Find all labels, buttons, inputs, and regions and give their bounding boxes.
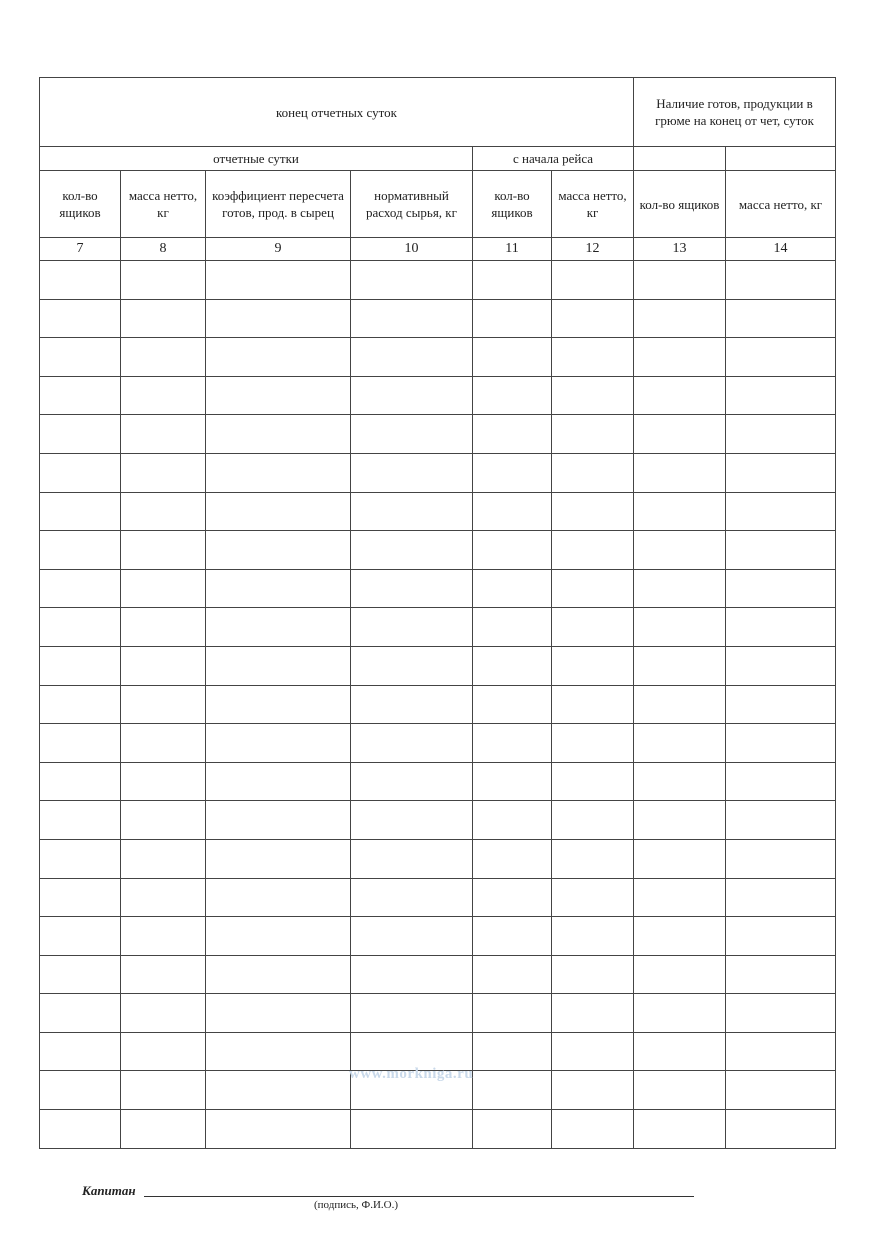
table-row	[40, 762, 836, 801]
table-cell[interactable]	[634, 531, 726, 570]
table-cell[interactable]	[206, 955, 351, 994]
table-cell[interactable]	[552, 1071, 634, 1110]
table-cell[interactable]	[634, 415, 726, 454]
table-cell[interactable]	[206, 839, 351, 878]
table-cell[interactable]	[206, 1032, 351, 1071]
table-cell[interactable]	[726, 376, 836, 415]
table-cell[interactable]	[726, 569, 836, 608]
table-cell[interactable]	[206, 338, 351, 377]
table-cell[interactable]	[206, 724, 351, 763]
table-row	[40, 685, 836, 724]
table-cell[interactable]	[121, 415, 206, 454]
header-stock-in-hold: Наличие готов, продукции в грюме на конец от чет, суток	[634, 78, 836, 147]
table-cell[interactable]	[121, 762, 206, 801]
column-header: кол-во ящиков	[473, 171, 552, 238]
empty-header-cell	[726, 147, 836, 171]
table-cell[interactable]	[634, 608, 726, 647]
table-row	[40, 646, 836, 685]
table-cell[interactable]	[726, 994, 836, 1033]
table-cell[interactable]	[40, 261, 121, 300]
table-row	[40, 338, 836, 377]
table-cell[interactable]	[121, 994, 206, 1033]
table-cell[interactable]	[552, 685, 634, 724]
table-cell[interactable]	[40, 1110, 121, 1149]
column-number: 11	[473, 238, 552, 261]
table-cell[interactable]	[121, 1032, 206, 1071]
table-cell[interactable]	[552, 261, 634, 300]
table-row	[40, 531, 836, 570]
table-cell[interactable]	[121, 724, 206, 763]
report-form	[39, 77, 835, 1149]
table-cell[interactable]	[552, 1032, 634, 1071]
table-cell[interactable]	[473, 724, 552, 763]
table-cell[interactable]	[206, 685, 351, 724]
table-cell[interactable]	[634, 261, 726, 300]
table-cell[interactable]	[121, 955, 206, 994]
table-cell[interactable]	[473, 1071, 552, 1110]
table-cell[interactable]	[726, 801, 836, 840]
table-cell[interactable]	[40, 917, 121, 956]
table-cell[interactable]	[634, 338, 726, 377]
table-cell[interactable]	[40, 994, 121, 1033]
table-cell[interactable]	[121, 261, 206, 300]
table-cell[interactable]	[473, 917, 552, 956]
table-cell[interactable]	[121, 492, 206, 531]
table-cell[interactable]	[726, 608, 836, 647]
table-cell[interactable]	[473, 801, 552, 840]
table-cell[interactable]	[206, 1110, 351, 1149]
table-cell[interactable]	[121, 685, 206, 724]
table-cell[interactable]	[40, 376, 121, 415]
table-cell[interactable]	[473, 569, 552, 608]
table-cell[interactable]	[121, 531, 206, 570]
table-cell[interactable]	[473, 261, 552, 300]
table-cell[interactable]	[206, 299, 351, 338]
column-number: 8	[121, 238, 206, 261]
table-cell[interactable]	[726, 338, 836, 377]
table-row	[40, 299, 836, 338]
table-cell[interactable]	[40, 1071, 121, 1110]
table-row	[40, 955, 836, 994]
table-cell[interactable]	[726, 762, 836, 801]
table-cell[interactable]	[121, 1071, 206, 1110]
table-row	[40, 376, 836, 415]
table-cell[interactable]	[351, 955, 473, 994]
table-cell[interactable]	[634, 1110, 726, 1149]
table-row	[40, 261, 836, 300]
table-cell[interactable]	[351, 531, 473, 570]
table-cell[interactable]	[121, 878, 206, 917]
table-cell[interactable]	[726, 261, 836, 300]
table-cell[interactable]	[726, 878, 836, 917]
table-cell[interactable]	[726, 453, 836, 492]
table-cell[interactable]	[40, 646, 121, 685]
table-cell[interactable]	[121, 569, 206, 608]
table-cell[interactable]	[351, 878, 473, 917]
signature-caption: (подпись, Ф.И.О.)	[314, 1199, 398, 1211]
table-cell[interactable]	[634, 1032, 726, 1071]
table-cell[interactable]	[726, 1071, 836, 1110]
table-cell[interactable]	[206, 453, 351, 492]
table-cell[interactable]	[552, 724, 634, 763]
column-number: 12	[552, 238, 634, 261]
column-number: 10	[351, 238, 473, 261]
table-cell[interactable]	[726, 1110, 836, 1149]
table-row	[40, 453, 836, 492]
report-table	[39, 77, 836, 1149]
table-cell[interactable]	[206, 608, 351, 647]
column-header: коэффициент пересчета готов, прод. в сырец	[206, 171, 351, 238]
table-cell[interactable]	[40, 685, 121, 724]
table-cell[interactable]	[473, 646, 552, 685]
table-cell[interactable]	[552, 955, 634, 994]
column-number: 14	[726, 238, 836, 261]
table-cell[interactable]	[351, 299, 473, 338]
table-cell[interactable]	[351, 261, 473, 300]
table-cell[interactable]	[726, 492, 836, 531]
table-cell[interactable]	[552, 762, 634, 801]
table-cell[interactable]	[40, 415, 121, 454]
table-row	[40, 917, 836, 956]
table-row	[40, 569, 836, 608]
table-cell[interactable]	[351, 762, 473, 801]
table-cell[interactable]	[351, 415, 473, 454]
table-cell[interactable]	[473, 376, 552, 415]
table-cell[interactable]	[351, 646, 473, 685]
table-cell[interactable]	[552, 608, 634, 647]
table-row	[40, 492, 836, 531]
table-cell[interactable]	[552, 1110, 634, 1149]
signature-block	[82, 1183, 642, 1223]
table-cell[interactable]	[351, 994, 473, 1033]
table-cell[interactable]	[121, 801, 206, 840]
table-cell[interactable]	[473, 299, 552, 338]
table-cell[interactable]	[726, 1032, 836, 1071]
column-header: масса нетто, кг	[121, 171, 206, 238]
table-cell[interactable]	[634, 724, 726, 763]
table-cell[interactable]	[121, 338, 206, 377]
table-body	[40, 261, 836, 1149]
table-cell[interactable]	[634, 1071, 726, 1110]
table-cell[interactable]	[40, 338, 121, 377]
table-cell[interactable]	[552, 801, 634, 840]
table-row	[40, 878, 836, 917]
table-cell[interactable]	[473, 839, 552, 878]
table-cell[interactable]	[634, 492, 726, 531]
table-cell[interactable]	[634, 994, 726, 1033]
table-cell[interactable]	[206, 994, 351, 1033]
table-cell[interactable]	[552, 376, 634, 415]
table-cell[interactable]	[351, 492, 473, 531]
empty-header-cell	[634, 147, 726, 171]
table-cell[interactable]	[40, 801, 121, 840]
table-cell[interactable]	[634, 917, 726, 956]
table-cell[interactable]	[473, 415, 552, 454]
table-row	[40, 994, 836, 1033]
table-cell[interactable]	[40, 531, 121, 570]
table-row	[40, 724, 836, 763]
table-cell[interactable]	[40, 955, 121, 994]
column-number: 9	[206, 238, 351, 261]
table-cell[interactable]	[351, 724, 473, 763]
table-cell[interactable]	[634, 299, 726, 338]
table-cell[interactable]	[351, 1110, 473, 1149]
table-cell[interactable]	[473, 608, 552, 647]
table-cell[interactable]	[552, 646, 634, 685]
table-cell[interactable]	[634, 762, 726, 801]
watermark: www.morkniga.ru	[349, 1066, 474, 1082]
table-cell[interactable]	[726, 646, 836, 685]
table-cell[interactable]	[473, 878, 552, 917]
table-cell[interactable]	[552, 453, 634, 492]
table-cell[interactable]	[473, 453, 552, 492]
table-cell[interactable]	[351, 839, 473, 878]
column-header: кол-во ящиков	[634, 171, 726, 238]
table-cell[interactable]	[634, 839, 726, 878]
table-cell[interactable]	[40, 724, 121, 763]
column-number: 13	[634, 238, 726, 261]
table-cell[interactable]	[40, 762, 121, 801]
captain-label: Капитан	[82, 1183, 136, 1198]
column-header: масса нетто, кг	[726, 171, 836, 238]
table-cell[interactable]	[473, 994, 552, 1033]
table-cell[interactable]	[473, 685, 552, 724]
table-cell[interactable]	[726, 724, 836, 763]
table-cell[interactable]	[206, 878, 351, 917]
table-cell[interactable]	[552, 492, 634, 531]
signature-line[interactable]	[144, 1196, 694, 1197]
table-row	[40, 839, 836, 878]
table-cell[interactable]	[634, 685, 726, 724]
table-cell[interactable]	[40, 492, 121, 531]
column-header: нормативный расход сырья, кг	[351, 171, 473, 238]
table-cell[interactable]	[473, 955, 552, 994]
group-header-daily: отчетные сутки	[40, 147, 473, 171]
table-cell[interactable]	[351, 453, 473, 492]
table-cell[interactable]	[726, 415, 836, 454]
table-cell[interactable]	[634, 878, 726, 917]
table-cell[interactable]	[726, 685, 836, 724]
table-cell[interactable]	[473, 1110, 552, 1149]
table-cell[interactable]	[206, 917, 351, 956]
table-cell[interactable]	[552, 878, 634, 917]
table-cell[interactable]	[473, 1032, 552, 1071]
table-cell[interactable]	[552, 299, 634, 338]
table-cell[interactable]	[206, 492, 351, 531]
header-end-of-day: конец отчетных суток	[40, 78, 634, 147]
table-cell[interactable]	[351, 685, 473, 724]
table-cell[interactable]	[40, 608, 121, 647]
table-cell[interactable]	[121, 917, 206, 956]
table-cell[interactable]	[351, 608, 473, 647]
table-cell[interactable]	[726, 917, 836, 956]
table-cell[interactable]	[351, 338, 473, 377]
table-cell[interactable]	[40, 878, 121, 917]
table-cell[interactable]	[552, 917, 634, 956]
table-row	[40, 801, 836, 840]
table-cell[interactable]	[206, 531, 351, 570]
column-number: 7	[40, 238, 121, 261]
table-cell[interactable]	[552, 415, 634, 454]
table-cell[interactable]	[351, 376, 473, 415]
table-cell[interactable]	[726, 531, 836, 570]
table-row	[40, 415, 836, 454]
table-cell[interactable]	[552, 338, 634, 377]
table-cell[interactable]	[726, 839, 836, 878]
table-cell[interactable]	[351, 801, 473, 840]
table-cell[interactable]	[351, 917, 473, 956]
table-cell[interactable]	[206, 646, 351, 685]
table-cell[interactable]	[634, 955, 726, 994]
table-cell[interactable]	[121, 453, 206, 492]
table-cell[interactable]	[473, 338, 552, 377]
table-cell[interactable]	[726, 955, 836, 994]
table-cell[interactable]	[121, 646, 206, 685]
table-cell[interactable]	[206, 762, 351, 801]
table-cell[interactable]	[121, 1110, 206, 1149]
table-cell[interactable]	[40, 839, 121, 878]
table-cell[interactable]	[40, 569, 121, 608]
table-cell[interactable]	[40, 299, 121, 338]
table-cell[interactable]	[726, 299, 836, 338]
table-row	[40, 1110, 836, 1149]
table-cell[interactable]	[121, 839, 206, 878]
table-cell[interactable]	[206, 801, 351, 840]
table-cell[interactable]	[552, 839, 634, 878]
table-cell[interactable]	[40, 1032, 121, 1071]
table-cell[interactable]	[206, 1071, 351, 1110]
table-cell[interactable]	[552, 994, 634, 1033]
table-row	[40, 608, 836, 647]
table-cell[interactable]	[206, 415, 351, 454]
column-header: масса нетто, кг	[552, 171, 634, 238]
table-cell[interactable]	[473, 531, 552, 570]
table-cell[interactable]	[121, 608, 206, 647]
table-cell[interactable]	[40, 453, 121, 492]
group-header-voyage: с начала рейса	[473, 147, 634, 171]
table-cell[interactable]	[473, 762, 552, 801]
table-cell[interactable]	[634, 376, 726, 415]
table-cell[interactable]	[473, 492, 552, 531]
table-cell[interactable]	[206, 569, 351, 608]
table-cell[interactable]	[552, 569, 634, 608]
table-cell[interactable]	[121, 299, 206, 338]
table-cell[interactable]	[121, 376, 206, 415]
table-cell[interactable]	[206, 261, 351, 300]
column-header: кол-во ящиков	[40, 171, 121, 238]
table-cell[interactable]	[206, 376, 351, 415]
table-cell[interactable]	[634, 801, 726, 840]
table-cell[interactable]	[634, 569, 726, 608]
table-cell[interactable]	[634, 453, 726, 492]
table-cell[interactable]	[351, 569, 473, 608]
table-cell[interactable]	[552, 531, 634, 570]
table-cell[interactable]	[634, 646, 726, 685]
